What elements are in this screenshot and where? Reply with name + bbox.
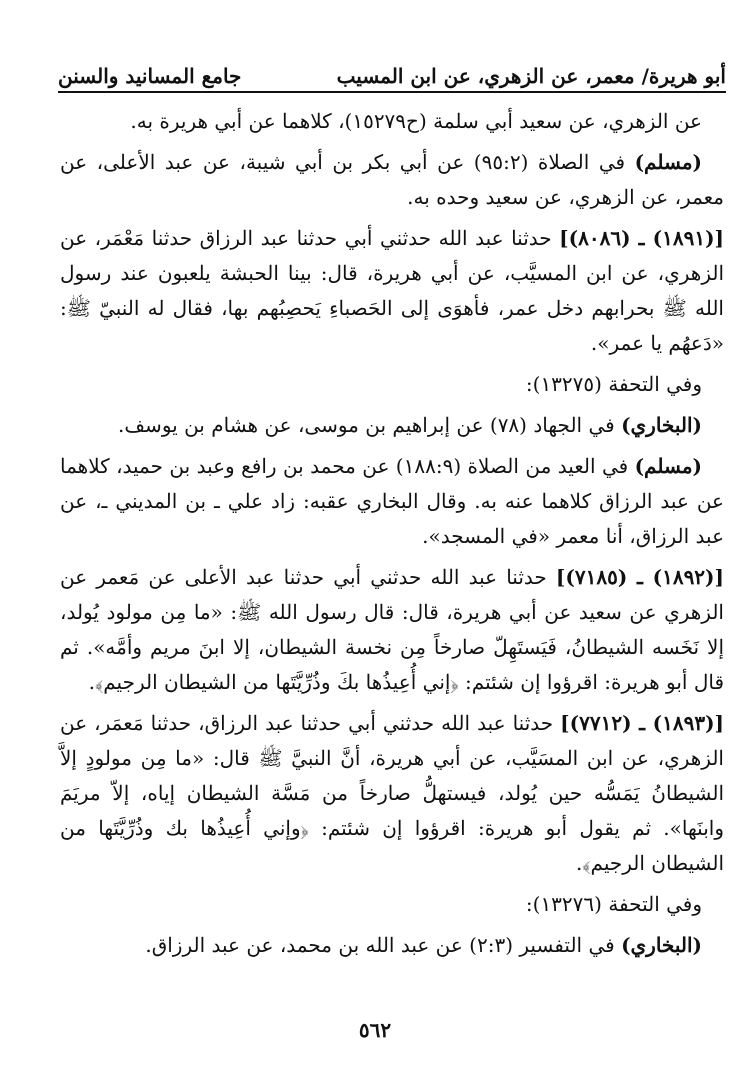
paragraph-text: حدثنا عبد الله حدثني أبي حدثنا عبد الرزاق، حدثنا مَعمَر، عن الزهري، عن ابن المسَيَّب، عن أبي هريرة، أنَّ النبيَّ ﷺ قال: «ما مِن مولودٍ إلاَّ الشيطانُ يَمَسُّه حين يُولد، فيستهلُّ صارخاً من مَسَّة الشيطان إياه، إلاّ مريَمَ وابنَها». ثم يقول أبو هريرة: اقرؤوا إن شئتم: ﴿وإني أُعِيذُها بك وذُرِّيَّتَها من الشيطان الرجيم﴾. [60,711,724,875]
paragraph-text: وفي التحفة (١٣٢٧٥): [525,372,702,396]
source-label: (مسلم) [634,454,702,478]
running-header [58,52,726,88]
page-body [60,104,724,969]
source-label: (البخاري) [621,933,702,957]
paragraph-text: وفي التحفة (١٣٢٧٦): [525,892,702,916]
hadith-number: [(١٨٩٣) ـ (٧٧١٢)] [560,711,724,735]
tuhfa-ref-1 [60,367,724,402]
paragraph-1 [60,104,724,139]
paragraph-text: عن الزهري، عن سعيد أبي سلمة (ح١٥٢٧٩)، كلاهما عن أبي هريرة به. [130,109,702,133]
paragraph-2 [60,145,724,215]
paragraph-text: في التفسير (٢:٣) عن عبد الله بن محمد، عن عبد الرزاق. [145,933,622,957]
hadith-1893 [60,706,724,881]
header-divider [58,91,726,93]
hadith-number: [(١٨٩٢) ـ (٧١٨٥)] [555,565,724,589]
paragraph-muslim-2 [60,449,724,554]
page-number: ٥٦٢ [358,1018,392,1042]
paragraph-text: حدثنا عبد الله حدثني أبي حدثنا عبد الرزاق حدثنا مَعْمَر، عن الزهري، عن ابن المسيَّب، عن أبي هريرة، قال: بينا الحبشة يلعبون عند رسول الله ﷺ بحرابهم دخل عمر، فأهوَى إلى الحَصباءِ يَحصِبُهم بها، فقال له النبيّ ﷺ: «دَعهُم يا عمر». [60,226,724,355]
paragraph-text: في العيد من الصلاة (١٨٨:٩) عن محمد بن رافع وعبد بن حميد، كلاهما عن عبد الرزاق كلاهما عنه به. وقال البخاري عقبه: زاد علي ـ بن المديني ـ، عن عبد الرزاق، أنا معمر «في المسجد». [60,454,724,548]
source-label: (البخاري) [621,413,702,437]
tuhfa-ref-2 [60,887,724,922]
paragraph-text: في الجهاد (٧٨) عن إبراهيم بن موسى، عن هشام بن يوسف. [118,413,622,437]
hadith-1892 [60,560,724,700]
header-chapter-title: أبو هريرة/ معمر، عن الزهري، عن ابن المسيب [336,64,726,88]
paragraph-bukhari-2 [60,928,724,963]
paragraph-text: في الصلاة (٩٥:٢) عن أبي بكر بن أبي شيبة، عن عبد الأعلى، عن معمر، عن الزهري، عن سعيد وحده به. [60,150,724,209]
hadith-1891 [60,221,724,361]
source-label: (مسلم) [634,150,702,174]
paragraph-bukhari-1 [60,408,724,443]
header-book-title: جامع المسانيد والسنن [58,64,242,88]
hadith-number: [(١٨٩١) ـ (٨٠٨٦)] [559,226,724,250]
paragraph-text: حدثنا عبد الله حدثني أبي حدثنا عبد الأعلى عن مَعمر عن الزهري عن سعيد عن أبي هريرة، قال: قال رسول الله ﷺ: «ما مِن مولود يُولد، إلا نَخَسه الشيطانُ، فَيَستَهِلّ صارخاً مِن نخسة الشيطان، إلا ابنَ مريم وأمَّه». ثم قال أبو هريرة: اقرؤوا إن شئتم: ﴿إني أُعِيذُها بكَ وذُرِّيَّتَها من الشيطان الرجيم﴾. [60,565,724,694]
